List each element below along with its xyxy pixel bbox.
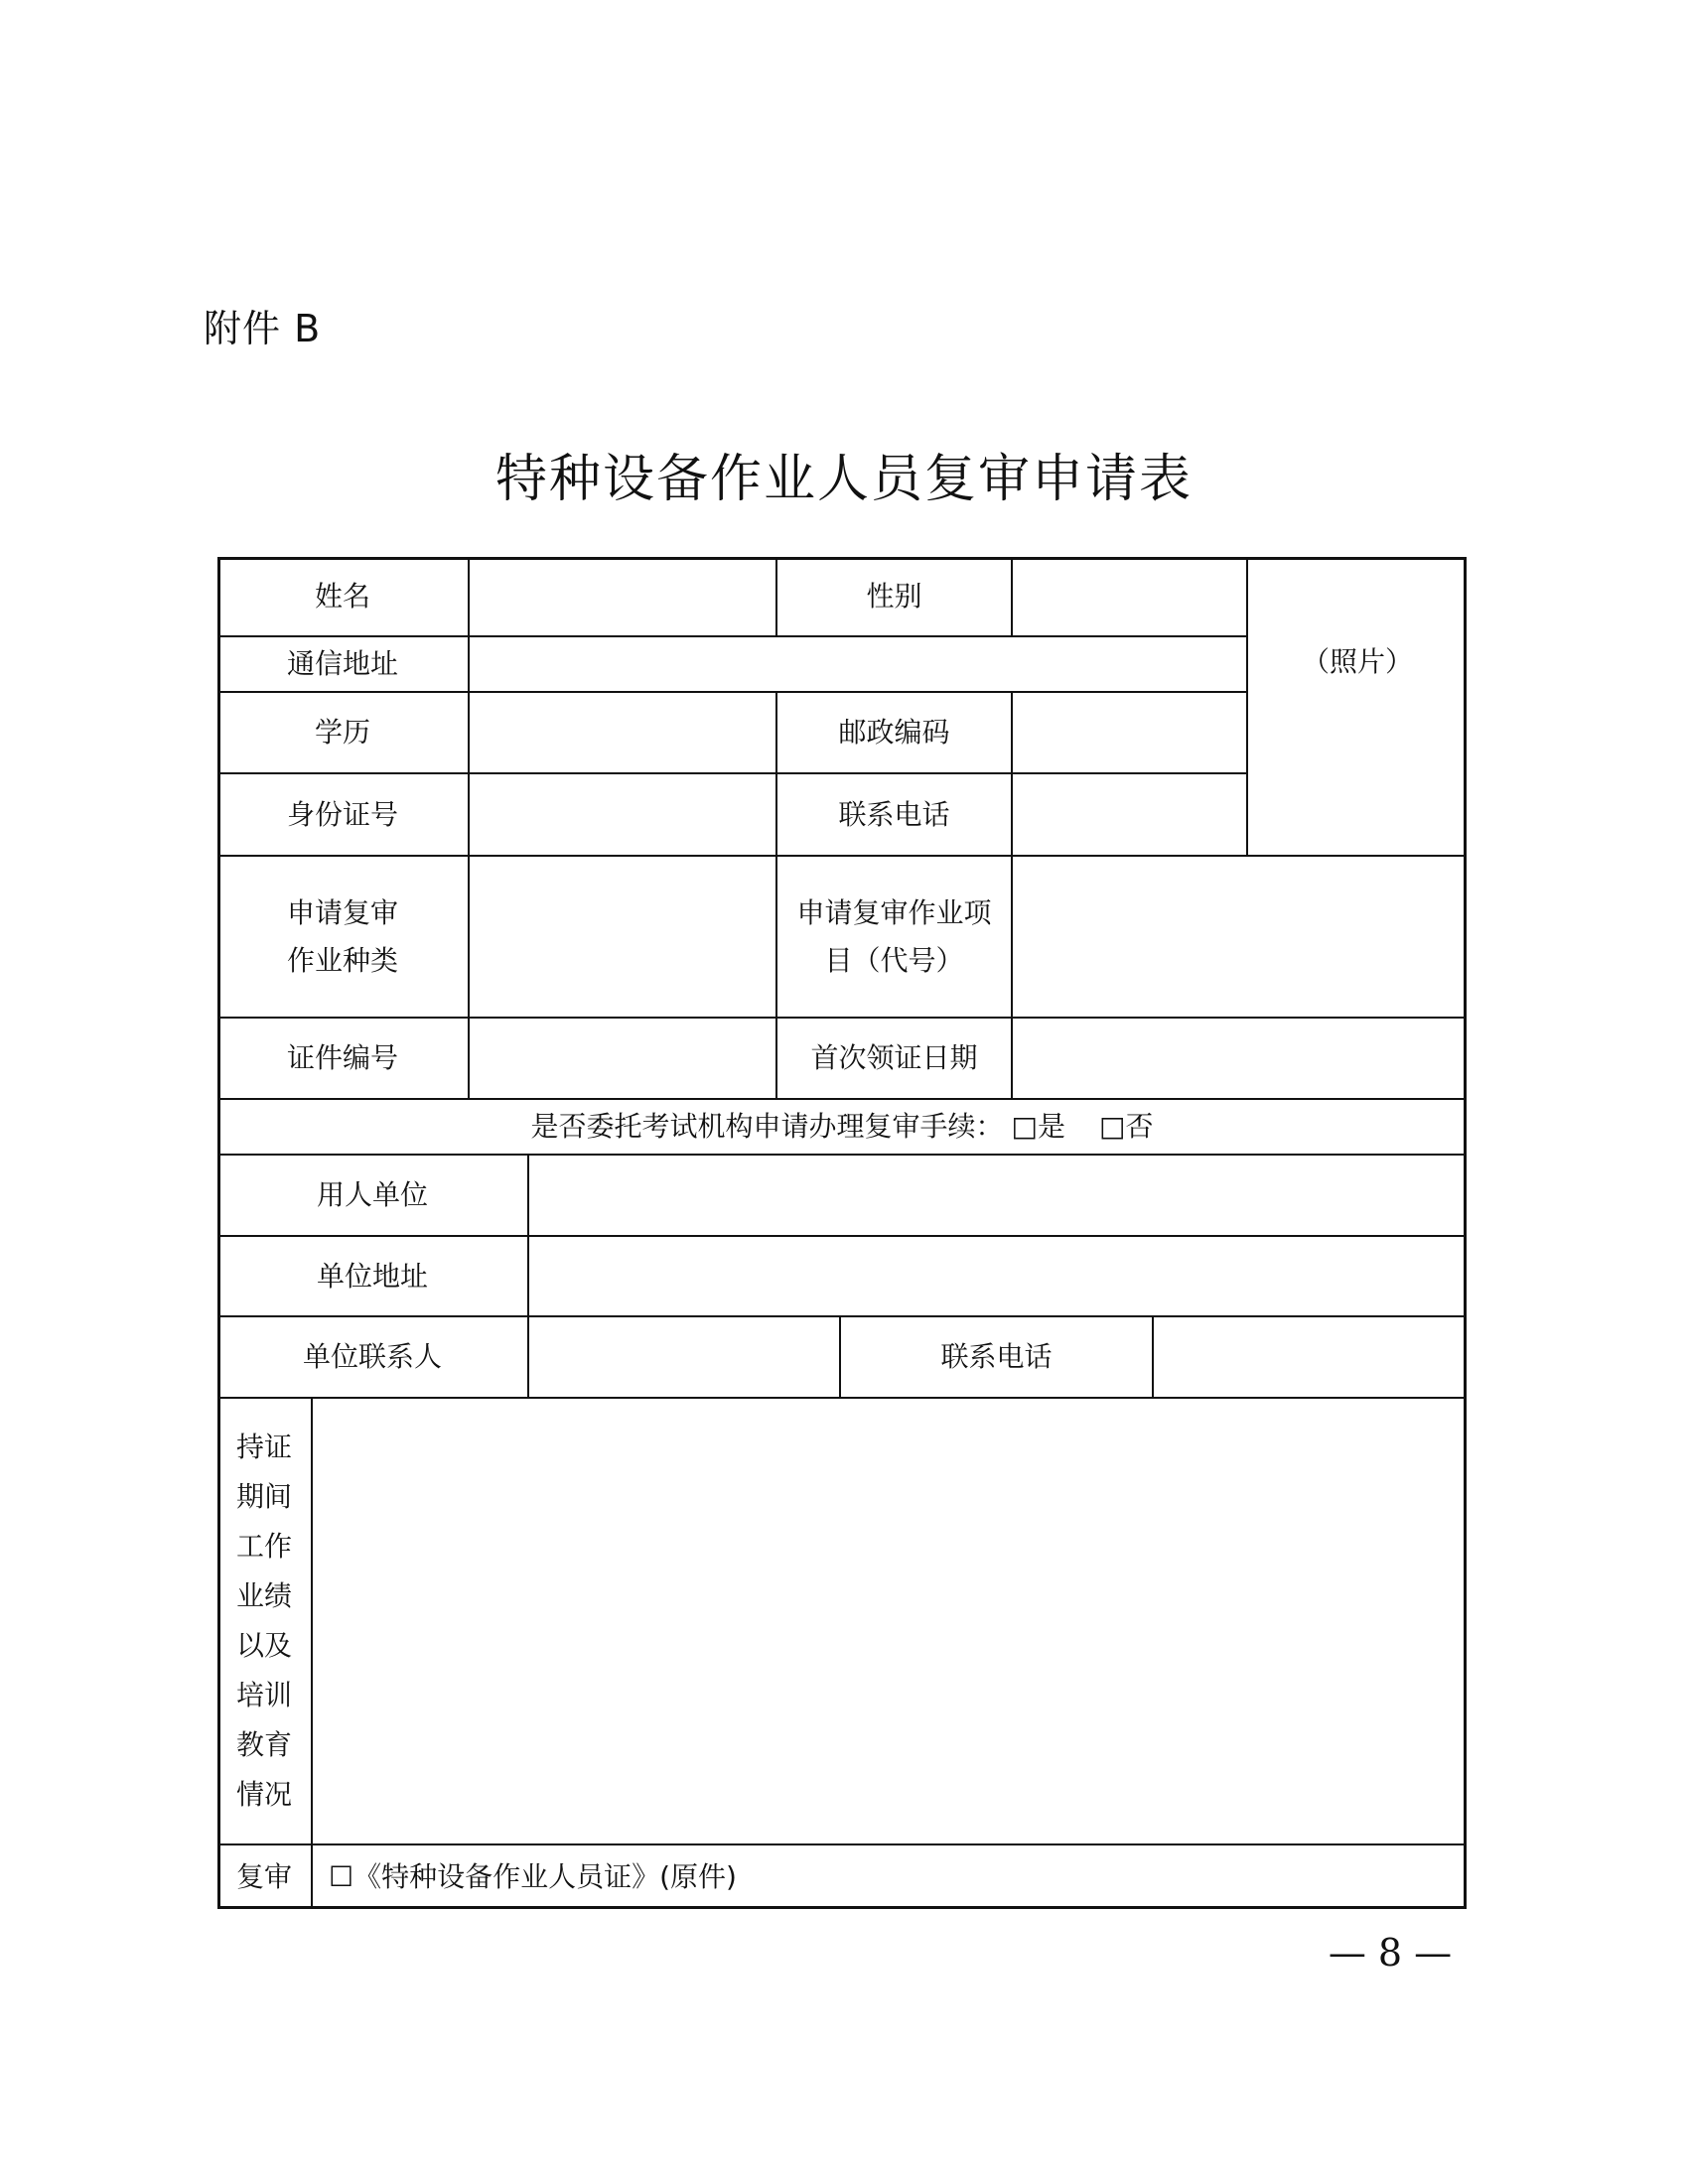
postcode-label: 邮政编码 — [777, 693, 1013, 774]
review-docs-label: 复审 — [217, 1845, 313, 1909]
gender-label: 性别 — [777, 557, 1013, 637]
gender-field[interactable] — [1013, 557, 1248, 637]
phone-label: 联系电话 — [777, 774, 1013, 857]
education-label: 学历 — [217, 693, 470, 774]
review-item-label-line1: 申请复审作业项 — [796, 895, 992, 929]
review-category-label-line2: 作业种类 — [286, 943, 398, 977]
application-form — [217, 557, 1467, 1909]
performance-label-line: 培训 — [235, 1679, 292, 1711]
performance-label-line: 期间 — [235, 1480, 292, 1513]
performance-label-line: 业绩 — [235, 1579, 292, 1612]
entrust-row — [217, 1100, 1467, 1156]
review-category-label — [217, 857, 470, 1019]
review-docs-item — [313, 1845, 1467, 1909]
name-label: 姓名 — [217, 557, 470, 637]
option-yes-checkbox[interactable]: □是 — [1011, 1110, 1065, 1143]
form-title: 特种设备作业人员复审申请表 — [494, 450, 1193, 509]
employer-contact-field[interactable] — [529, 1317, 841, 1399]
name-field[interactable] — [470, 557, 777, 637]
employer-phone-field[interactable] — [1154, 1317, 1467, 1399]
education-field[interactable] — [470, 693, 777, 774]
certificate-number-field[interactable] — [470, 1019, 777, 1100]
first-issue-date-field[interactable] — [1013, 1019, 1467, 1100]
attachment-label: 附件 B — [204, 307, 322, 350]
employer-phone-label: 联系电话 — [841, 1317, 1154, 1399]
address-field[interactable] — [470, 637, 1248, 693]
performance-label-line: 教育 — [235, 1728, 292, 1761]
performance-label-line: 工作 — [235, 1530, 292, 1563]
photo-box[interactable] — [1248, 557, 1467, 857]
id-number-field[interactable] — [470, 774, 777, 857]
review-category-label-line1: 申请复审 — [286, 895, 398, 929]
performance-field[interactable] — [313, 1399, 1467, 1845]
performance-label-line: 以及 — [235, 1629, 292, 1662]
review-item-field[interactable] — [1013, 857, 1467, 1019]
review-item-label-line2: 目（代号） — [824, 943, 964, 977]
review-item-label — [777, 857, 1013, 1019]
postcode-field[interactable] — [1013, 693, 1248, 774]
id-number-label: 身份证号 — [217, 774, 470, 857]
performance-label-line: 持证 — [235, 1431, 292, 1463]
photo-label: （照片） — [1301, 645, 1413, 678]
employer-address-field[interactable] — [529, 1237, 1467, 1317]
entrust-question: 是否委托考试机构申请办理复审手续： — [530, 1110, 1004, 1143]
performance-label-line: 情况 — [235, 1778, 292, 1811]
certificate-number-label: 证件编号 — [217, 1019, 470, 1100]
performance-label — [217, 1399, 313, 1845]
page-number: — 8 — — [1328, 1931, 1453, 1975]
performance-label-text — [232, 1423, 296, 1820]
first-issue-date-label: 首次领证日期 — [777, 1019, 1013, 1100]
employer-address-label: 单位地址 — [217, 1237, 529, 1317]
employer-label: 用人单位 — [217, 1156, 529, 1237]
phone-field[interactable] — [1013, 774, 1248, 857]
address-label: 通信地址 — [217, 637, 470, 693]
certificate-original-checkbox[interactable]: ☐《特种设备作业人员证》(原件) — [329, 1860, 737, 1893]
option-no-checkbox[interactable]: □否 — [1099, 1110, 1154, 1143]
employer-contact-label: 单位联系人 — [217, 1317, 529, 1399]
employer-field[interactable] — [529, 1156, 1467, 1237]
review-category-field[interactable] — [470, 857, 777, 1019]
